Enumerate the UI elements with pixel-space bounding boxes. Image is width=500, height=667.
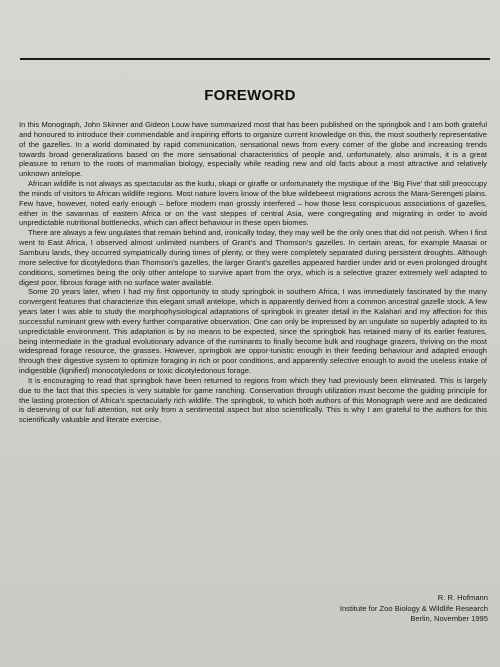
body-paragraph: There are always a few ungulates that remain behind and, ironically today, they may well be the only ones that did not perish. When I first went to East Africa, I observed almost unlimited numbers of Grant’s and Thomson’s gazelles. In certain areas, for example Maasai or Samburu lands, they occurred sympatrically during times of plenty, or they were completely separated during persistent droughts. Although more selective for dicotyledons than Thomson’s gazelles, the larger Grant’s gazelles appeared hardier under arid or even prolonged drought conditions, sometimes being the only other antelope to survive apart from the oryx, which is a selective grazer extremely well adapted to digest poor, fibrous forage with no surface water available.	[19, 228, 487, 287]
body-paragraph: It is encouraging to read that springbok have been returned to regions from which they had previously been eliminated. This is largely due to the fact that this species is very suitable for game ranching. Conservation through utilization must become the guiding principle for the lasting protection of Africa’s spectacularly rich wildlife. The springbok, to which both authors of this Monograph were and are dedicated is deserving of our full attention, not only from a sentimental aspect but also scientifically. This is why I am grateful to the authors for this scientifically valuable and literate exercise.	[19, 375, 487, 425]
body-paragraph: In this Monograph, John Skinner and Gideon Louw have summarized most that has been published on the springbok and I am both grateful and honoured to introduce their commendable and inspiring efforts to organize current knowledge on this, the most southerly representative of the gazelles. In a world dominated by rapid communication, sensational news from every corner of the globe and increasing trends towards broad generalizations based on the more sensational characteristics of people and, unfortunately, also animals, it is a great pleasure to return to the roots of mammalian biology, especially while reading new and old facts about a most attractive and relatively unknown antelope.	[19, 120, 487, 179]
top-rule-divider	[20, 58, 490, 60]
body-paragraph: African wildlife is not always as spectacular as the kudu, okapi or giraffe or unfortunately the mystique of the ‘Big Five’ that still preoccupy the minds of visitors to African wildlife regions. Most nature lovers know of the blue wildebeest migrations across the Mara-Serengeti plains. Few have, however, noted early enough – before modern man grossly interfered – how those less conspicuous associations of gazelles, either in the savannas of eastern Africa or on the vast steppes of central Asia, were congregating and migrating in order to avoid unpredictable nutritional bottlenecks, which can affect behaviour in these open biomes.	[19, 179, 487, 228]
foreword-body	[19, 120, 487, 425]
signature-block	[188, 593, 488, 625]
page-title: FOREWORD	[204, 87, 296, 104]
body-paragraph: Some 20 years later, when I had my first opportunity to study springbok in southern Africa, I was immediately fascinated by the many convergent features that characterize this elegant small antelope, which is apparently derived from a common ancestral gazelle stock. A few years later I was able to study the morphophysiological adaptations of springbok in greater detail in the Kalahari and my affection for this successful ruminant grew with every further comparative observation. One can only be impressed by an ungulate so superbly adapted to its unpredictable environment. This adaptation is by no means to be expected, since the springbok has retained many of its earlier features, being intermediate in the gradual evolutionary advance of the ruminants to finally become bulk and roughage grazers, thriving on the most widespread forage resource, the grasses. However, springbok are oppor-tunistic enough in their feeding behaviour and adapted enough through their digestive system to optimize foraging in rich or poor conditions, and apparently selective enough to avoid the useless intake of indigestible (lignified) monocotyledons or toxic dicotyledonous forage.	[19, 287, 487, 376]
author-name: R. R. Hofmann	[437, 593, 488, 602]
author-institute: Institute for Zoo Biology & Wildlife Research	[339, 603, 488, 613]
place-and-date: Berlin, November 1995	[410, 614, 488, 624]
